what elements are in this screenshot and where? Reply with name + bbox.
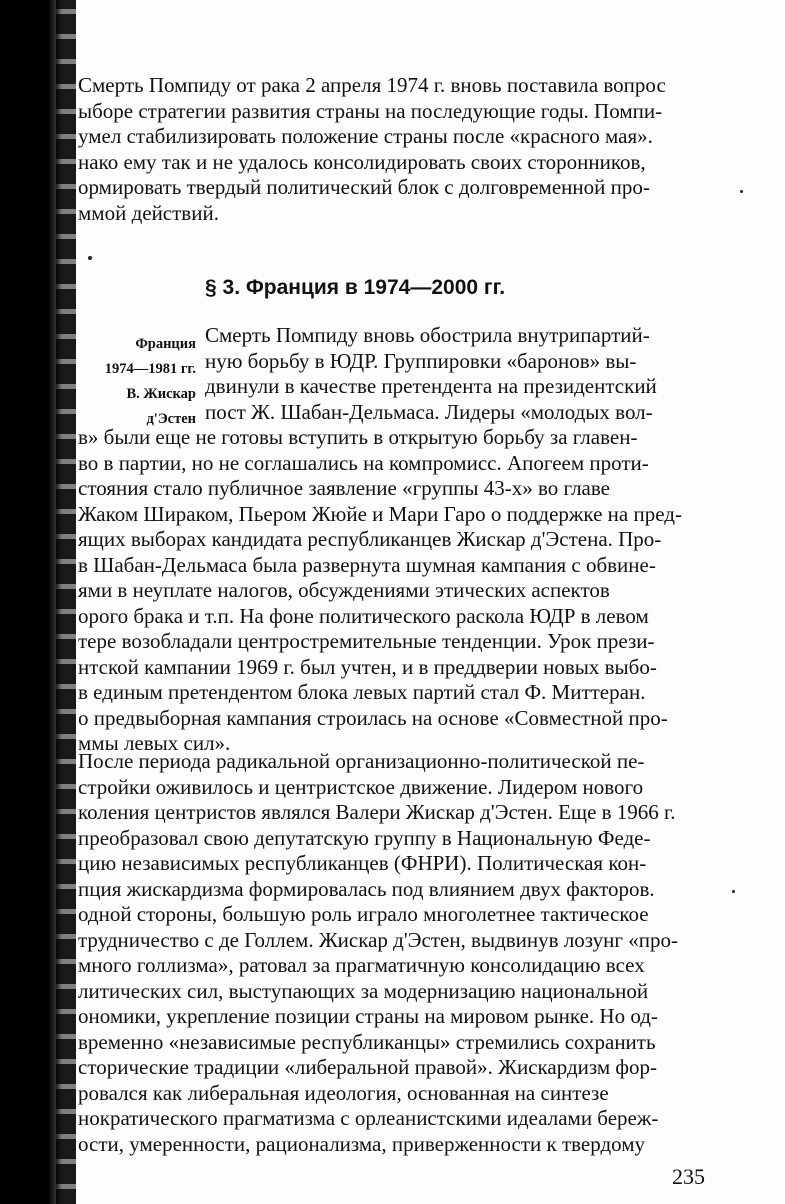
margin-note-line: д'Эстен [146,411,196,427]
text-line: ровался как либеральная идеология, основанная на синтезе [78,1080,609,1105]
text-line: стройки оживилось и центристское движение. Лидером нового [78,774,644,799]
text-line: двинули в качестве претендента на президентский [205,374,657,398]
section-heading: § 3. Франция в 1974—2000 гг. [205,276,506,299]
margin-note-line: 1974—1981 гг. [104,361,196,377]
text-line: Смерть Помпиду от рака 2 апреля 1974 г. вновь поставила вопрос [78,73,666,97]
text-line: о предвыборная кампания строилась на основе «Совместной про- [78,705,668,730]
text-line: нтской кампании 1969 г. был учтен, и в преддверии новых выбо- [78,654,657,679]
binding-shadow [0,0,62,1204]
paragraph-1-body [78,425,714,757]
page-number: 235 [672,1164,705,1189]
text-line: умел стабилизировать положение страны после «красного мая». [78,124,653,148]
paragraph-2 [78,749,714,1157]
text-line: Жаком Шираком, Пьером Жюйе и Мари Гаро о поддержке на пред- [78,501,682,526]
text-line: в единым претендентом блока левых партий стал Ф. Миттеран. [78,680,646,704]
intro-paragraph [78,73,714,226]
text-line: ормировать твердый политический блок с долговременной про- [78,175,650,199]
text-line: ости, умеренности, рационализма, приверженности к твердому [78,1131,646,1156]
text-line: во в партии, но не соглашались на компромисс. Апогеем проти- [78,450,649,475]
text-line: в Шабан-Дельмаса была развернута шумная кампания с обвине- [78,552,656,577]
binding-edge [56,0,76,1204]
paragraph-1-opening [205,323,714,425]
margin-note-line: В. Жискар [126,386,196,402]
text-line: ммой действий. [78,200,219,225]
text-line: нократического прагматизма с орлеанистскими идеалами береж- [78,1106,659,1130]
text-line: пция жискардизма формировалась под влиянием двух факторов. [78,876,655,901]
text-line: Смерть Помпиду вновь обострила внутрипартий- [205,323,650,347]
text-line: ммы левых сил». [78,731,231,755]
text-line: После периода радикальной организационно-политической пе- [78,749,645,773]
text-line: сторические традиции «либеральной правой». Жискардизм фор- [78,1055,658,1079]
text-line: ономики, укрепление позиции страны на мировом рынке. Но од- [78,1004,658,1028]
text-line: преобразовал свою депутатскую группу в Национальную Феде- [78,825,651,850]
text-line: коления центристов являлся Валери Жискар д'Эстен. Еще в 1966 г. [78,800,676,824]
text-line: в» были еще не готовы вступить в открытую борьбу за главен- [78,425,638,449]
text-line: ями в неуплате налогов, обсуждениями этических аспектов [78,578,610,602]
text-line: много голлизма», ратовал за прагматичную консолидацию всех [78,953,645,977]
ink-speck [732,890,735,893]
text-line: ную борьбу в ЮДР. Группировки «баронов» вы- [205,348,637,373]
margin-note [66,332,196,432]
text-line: орого брака и т.п. На фоне политического раскола ЮДР в левом [78,603,649,628]
text-line: трудничество с де Голлем. Жискар д'Эстен, выдвинув лозунг «про- [78,927,678,952]
margin-note-line: Франция [135,336,196,352]
ink-speck [88,256,92,260]
text-line: одной стороны, большую роль играло многолетнее тактическое [78,902,649,926]
text-line: нако ему так и не удалось консолидировать своих сторонников, [78,149,646,174]
text-line: временно «независимые республиканцы» стремились сохранить [78,1029,656,1054]
text-line: стояния стало публичное заявление «группы 43-х» во главе [78,476,610,500]
text-line: литических сил, выступающих за модернизацию национальной [78,978,649,1003]
ink-speck [740,190,743,193]
text-line: ыборе стратегии развития страны на последующие годы. Помпи- [78,98,663,123]
text-line: ящих выборах кандидата республиканцев Жискар д'Эстена. Про- [78,527,662,551]
text-line: цию независимых республиканцев (ФНРИ). Политическая кон- [78,851,647,875]
text-line: пост Ж. Шабан-Дельмаса. Лидеры «молодых вол- [205,399,653,424]
text-line: тере возобладали центростремительные тенденции. Урок прези- [78,629,655,653]
